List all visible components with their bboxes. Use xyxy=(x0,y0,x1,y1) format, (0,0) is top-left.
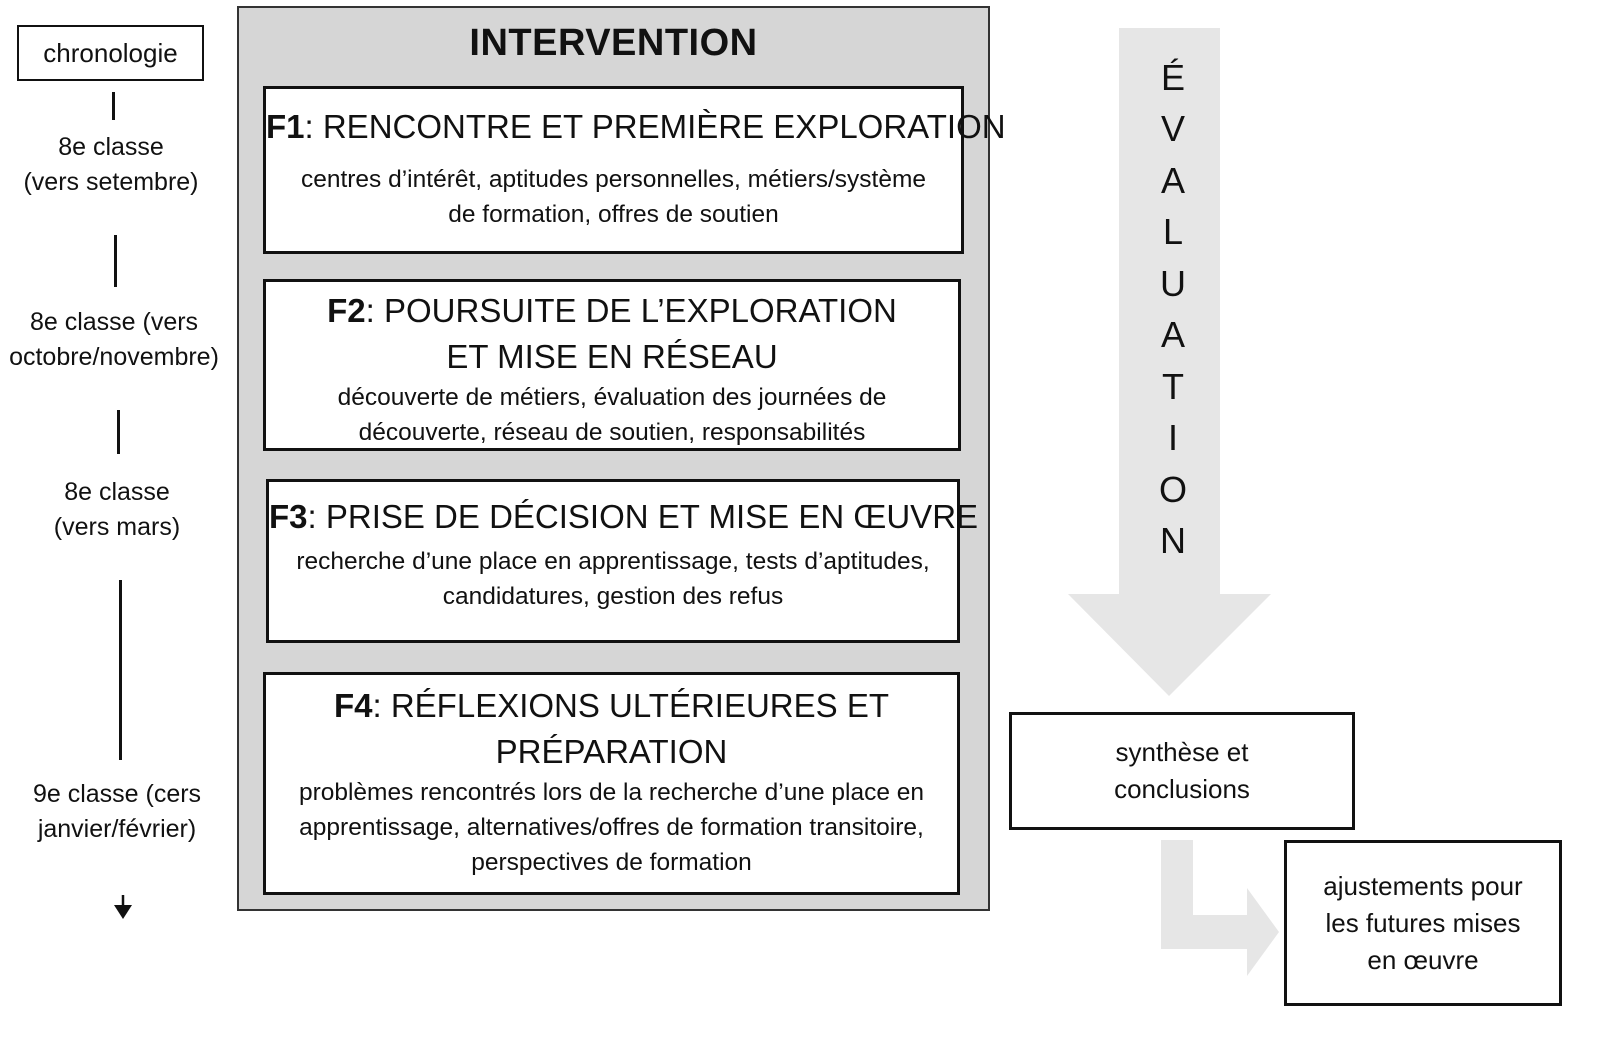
phase-description-line: centres d’intérêt, aptitudes personnelles, métiers/système xyxy=(300,166,927,193)
phase-description-line: découverte de métiers, évaluation des journées de xyxy=(337,384,887,411)
phase-title: : PRISE DE DÉCISION ET MISE EN ŒUVRE xyxy=(307,498,979,535)
phase-description xyxy=(269,544,957,614)
phase-description-line: problèmes rencontrés lors de la recherche d’une place en xyxy=(298,779,925,806)
phase-description xyxy=(266,162,961,232)
evaluation-letter: T xyxy=(1162,366,1184,407)
adjustments-line: ajustements pour xyxy=(1323,870,1523,901)
phase-card-f2 xyxy=(263,279,961,451)
timeline-stage-1 xyxy=(0,130,231,200)
evaluation-letter: I xyxy=(1167,417,1178,458)
timeline-stage-2 xyxy=(0,305,234,375)
timeline-title: chronologie xyxy=(17,25,204,81)
phase-heading xyxy=(266,683,957,775)
evaluation-letter: N xyxy=(1160,520,1186,561)
evaluation-letter: A xyxy=(1160,314,1185,355)
timeline-stage-4 xyxy=(0,777,237,847)
timeline-stage-line: 8e classe xyxy=(64,478,170,506)
evaluation-letter: O xyxy=(1158,469,1187,510)
phase-title: : POURSUITE DE L’EXPLORATION xyxy=(365,292,897,329)
phase-description-line: candidatures, gestion des refus xyxy=(442,583,784,610)
phase-code: F3 xyxy=(269,498,308,535)
adjustments-text xyxy=(1323,868,1522,979)
phase-code: F4 xyxy=(333,687,373,724)
phase-card-f1 xyxy=(263,86,1006,254)
phase-code: F2 xyxy=(327,292,366,329)
phase-description-line: perspectives de formation xyxy=(471,849,752,876)
synthesis-line: conclusions xyxy=(1114,774,1250,804)
timeline-stage-line: 9e classe (cers xyxy=(32,780,202,808)
timeline-segment xyxy=(114,235,117,287)
phase-code: F1 xyxy=(266,108,305,145)
phase-description-line: de formation, offres de soutien xyxy=(448,201,779,228)
phase-title: : RÉFLEXIONS ULTÉRIEURES ET xyxy=(372,687,889,724)
timeline-segment xyxy=(117,410,120,454)
phase-title-line xyxy=(266,288,958,334)
timeline-stage-line: janvier/février) xyxy=(37,815,197,843)
phase-title-line: PRÉPARATION xyxy=(495,733,728,770)
adjustments-line: les futures mises xyxy=(1325,907,1521,938)
timeline-stage-line: (vers mars) xyxy=(53,513,181,541)
evaluation-letter: A xyxy=(1160,160,1185,201)
evaluation-letter: L xyxy=(1162,211,1184,252)
phase-description xyxy=(266,380,958,450)
phase-heading xyxy=(266,104,1006,150)
phase-card-f4 xyxy=(263,672,960,895)
timeline-stage-line: octobre/novembre) xyxy=(9,343,219,371)
synthesis-text xyxy=(1114,734,1250,808)
evaluation-letter: É xyxy=(1160,57,1185,98)
phase-description xyxy=(266,775,957,880)
timeline-stage-line: (vers setembre) xyxy=(23,168,199,196)
timeline-stage-line: 8e classe xyxy=(58,133,164,161)
evaluation-letter: U xyxy=(1160,263,1186,304)
phase-description-line: recherche d’une place en apprentissage, tests d’aptitudes, xyxy=(296,548,930,575)
phase-description-line: découverte, réseau de soutien, responsabilités xyxy=(358,419,866,446)
intervention-title: INTERVENTION xyxy=(469,22,758,64)
phase-title: : RENCONTRE ET PREMIÈRE EXPLORATION xyxy=(304,108,1006,145)
timeline-segment xyxy=(112,92,115,120)
phase-title-line: ET MISE EN RÉSEAU xyxy=(446,338,778,375)
phase-description-line: apprentissage, alternatives/offres de formation transitoire, xyxy=(299,814,924,841)
phase-card-f3 xyxy=(266,479,979,643)
adjustments-box xyxy=(1284,840,1562,1006)
phase-title-line xyxy=(266,683,957,729)
timeline-stage-3 xyxy=(0,475,237,545)
timeline-stage-line: 8e classe (vers xyxy=(29,308,199,336)
timeline-segment xyxy=(119,580,122,760)
adjustments-line: en œuvre xyxy=(1367,944,1479,975)
elbow-arrow-icon xyxy=(1155,840,1283,980)
synthesis-line: synthèse et xyxy=(1115,737,1249,767)
phase-heading xyxy=(269,494,979,540)
phase-heading xyxy=(266,288,958,380)
evaluation-letter: V xyxy=(1160,108,1185,149)
synthesis-box xyxy=(1009,712,1355,830)
timeline-arrow-down-icon xyxy=(112,895,134,921)
